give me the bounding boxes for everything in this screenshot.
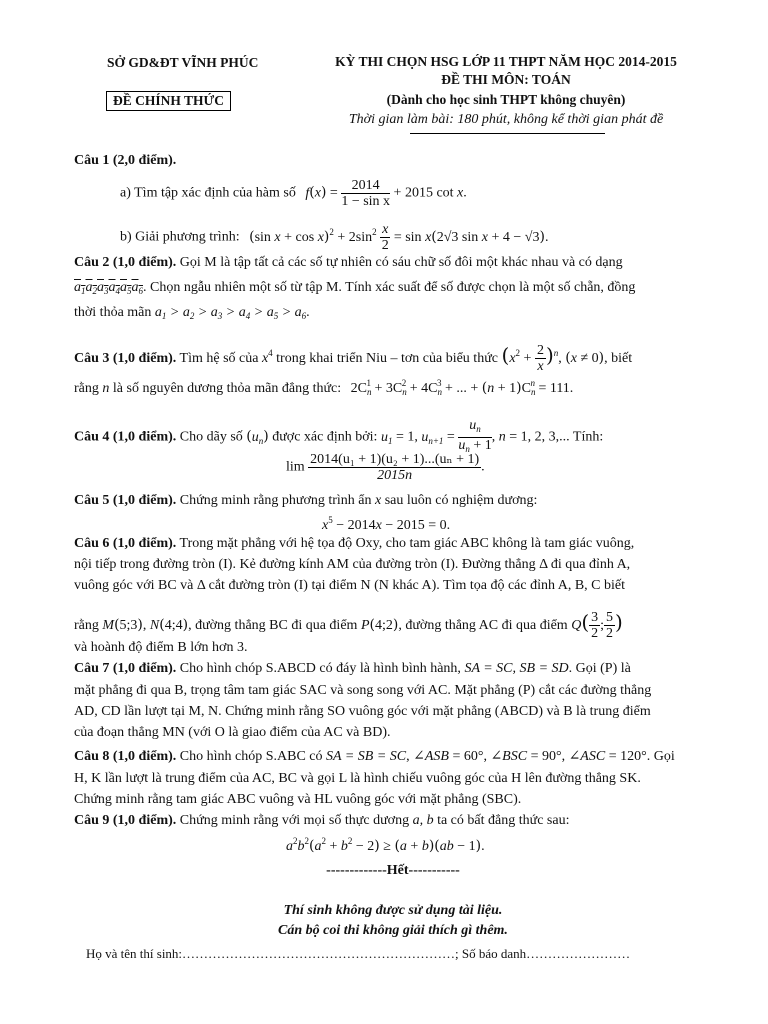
q3-text-2: rằng <box>74 381 99 396</box>
q5-text-2: sau luôn có nghiệm dương: <box>384 493 538 508</box>
q9-inequality: $a^2b^2(a^2 + b^2 - 2) \ge (a + b)(ab - 1)$. <box>286 836 485 854</box>
end-marker: -------------Hết----------- <box>326 863 460 878</box>
q4-text-1: Cho dãy số <box>179 429 243 445</box>
q7-text-1a: Cho hình chóp S.ABCD có đáy là hình bình hành, <box>179 661 461 676</box>
q3-expression: ($x^2$ + $\frac{2}{x}$ )$^n$ <box>501 343 559 375</box>
q8-text-3: Chứng minh rằng tam giác ABC vuông và HL vuông góc với mặt phẳng (SBC). <box>74 792 522 807</box>
q4-tail: Tính: <box>572 429 604 445</box>
q4-lim-num: 2014(u₁ + 1)(u₂ + 1)...(uₙ + 1) <box>310 452 480 467</box>
q1-fraction <box>341 178 390 209</box>
q1-a-formula: f <box>305 185 310 201</box>
q6-text-3: vuông góc với BC và Δ cắt đường tròn (I) tại điểm N (N khác A). Tìm tọa độ các đỉnh A, B, C biết <box>74 578 625 593</box>
q8-condition: SA = SB = SC <box>326 749 407 764</box>
q3-line-2: rằng n là số nguyên dương thỏa mãn đẳng thức: $2C_n^1 + 3C_n^2 + 4C_n^3$ + ... + $(n + 1)C_n^n = 111$. <box>74 378 574 397</box>
q1-frac-den: 1 − sin x <box>341 194 391 209</box>
q2-text-2: . Chọn ngẫu nhiên một số từ tập M. Tính xác suất để số được chọn là một số chẵn, đồng <box>143 280 636 295</box>
q7-text-2: mặt phẳng đi qua B, trọng tâm tam giác SAC và song song với AC. Mặt phẳng (P) cắt các đường thẳng <box>74 683 652 698</box>
q8-label: Câu 8 (1,0 điểm). <box>74 749 177 764</box>
q7-text-1b: . Gọi (P) là <box>568 661 631 676</box>
q2-number-form: $a_1a_2a_3a_4a_5a_6$ <box>74 280 143 296</box>
q6-text-5: và hoành độ điểm B lớn hơn 3. <box>74 640 248 655</box>
q7-line-1 <box>74 661 631 677</box>
q1-b-formula: (sin $x + \cos x)^2 + 2\sin^2$ $\frac{x}{2}$ = sin x(2√3 sin x + 4 − √3). <box>249 222 549 253</box>
q2-line-2 <box>74 280 635 296</box>
q6-line-1 <box>74 536 634 552</box>
header-underline <box>410 133 605 134</box>
q5-line-1: Câu 5 (1,0 điểm). Chứng minh rằng phương trình ẩn x sau luôn có nghiệm dương: <box>74 493 538 508</box>
q4-limit: lim $\frac{\text{2014(u₁ + 1)(u₂ + 1)...(uₙ + 1)}}{2015n}$ . <box>286 452 485 483</box>
q4-recurrence: $u_1$ <box>380 429 393 446</box>
q6-text-4a: rằng <box>74 618 99 633</box>
q9-text: Chứng minh rằng với mọi số thực dương <box>179 813 410 828</box>
q1-frac-num: 2014 <box>341 178 390 194</box>
q4-line-1: Câu 4 (1,0 điểm). Cho dãy số $(u_n)$ được xác định bởi: $u_1 = 1$, $u_{n+1}$ = $\frac{u_n}{u_n + 1}$ , n = 1, 2, 3,... Tính: <box>74 418 604 454</box>
q2-text-1: Gọi M là tập tất cả các số tự nhiên có sáu chữ số đôi một khác nhau và có dạng <box>179 255 623 270</box>
q6-text-1: Trong mặt phẳng với hệ tọa độ Oxy, cho tam giác ABC không là tam giác vuông, <box>179 536 635 551</box>
q3-text-1c: , biết <box>604 351 633 366</box>
q4-label: Câu 4 (1,0 điểm). <box>74 429 177 445</box>
q6-line-4: rằng M(5;3), N(4;4), đường thẳng BC đi qua điểm P(4;2), đường thẳng AC đi qua điểm Q( $\frac{3}{2}$ ; $\frac{5}{2}$ ) <box>74 610 623 642</box>
q4-text-1b: được xác định bởi: <box>272 429 378 445</box>
q3-text-1: Tìm hệ số của <box>179 351 259 366</box>
q8-text-1a: Cho hình chóp S.ABC có <box>179 749 323 764</box>
q2-label: Câu 2 (1,0 điểm). <box>74 255 177 270</box>
candidate-info-line: Họ và tên thí sinh:………………………………………………………; Số báo danh…………………… <box>86 946 631 961</box>
exam-title: KỲ THI CHỌN HSG LỚP 11 THPT NĂM HỌC 2014-2015 <box>335 54 677 69</box>
q3-label: Câu 3 (1,0 điểm). <box>74 351 177 366</box>
q9-text-2: ta có bất đẳng thức sau: <box>437 813 570 828</box>
q9-label: Câu 9 (1,0 điểm). <box>74 813 177 828</box>
q3-text-1b: trong khai triển Niu – tơn của biểu thức <box>276 351 498 366</box>
q8-text-2: H, K lần lượt là trung điểm của AC, BC và gọi L là hình chiếu vuông góc của H lên đường thẳng SK. <box>74 771 641 786</box>
q1-part-a: a) Tìm tập xác định của hàm số f(x) = $\frac{2014}{\text{1 − sin x}}$ + 2015 cot x. <box>120 178 467 209</box>
q2-condition: $a_1 > a_2 > a_3 > a_4 > a_5 > a_6$ <box>154 305 307 321</box>
q6-label: Câu 6 (1,0 điểm). <box>74 536 177 551</box>
exam-time-note: Thời gian làm bài: 180 phút, không kể thời gian phát đề <box>348 112 664 127</box>
q3-identity: $2C_n^1 + 3C_n^2 + 4C_n^3$ + ... + $(n + 1)C_n^n = 111$. <box>350 378 574 397</box>
q7-label: Câu 7 (1,0 điểm). <box>74 661 177 676</box>
q7-text-3: AD, CD lần lượt tại M, N. Chứng minh rằng SO vuông góc với mặt phẳng (ABCD) và B là trung điểm <box>74 704 651 719</box>
q1-part-b <box>120 222 548 253</box>
department-name: SỞ GD&ĐT VĨNH PHÚC <box>107 55 259 70</box>
q7-condition: SA = SC, SB = SD <box>464 661 569 676</box>
q7-text-4: của đoạn thẳng MN (với O là giao điểm của AC và BD). <box>74 725 391 740</box>
q2-line-1 <box>74 255 623 271</box>
q5-text: Chứng minh rằng phương trình ẩn <box>179 493 372 508</box>
q1-label: Câu 1 (2,0 điểm). <box>74 153 177 168</box>
q6-text-2: nội tiếp trong đường tròn (I). Kẻ đường kính AM của đường tròn (I). Đường thẳng Δ đi qua đỉnh A, <box>74 557 631 572</box>
q2-text-3: thời thỏa mãn <box>74 305 152 320</box>
q4-lim-den: 2015n <box>377 468 413 483</box>
official-badge: ĐỀ CHÍNH THỨC <box>106 91 231 111</box>
q8-line-1: Câu 8 (1,0 điểm). Cho hình chóp S.ABC có SA = SB = SC, ∠ASB = 60°, ∠BSC = 90°, ∠ASC = 120°. Gọi <box>74 749 675 764</box>
q5-equation: $x^5 - 2014x - 2015 = 0$. <box>322 515 451 533</box>
q3-line-1: Câu 3 (1,0 điểm). Tìm hệ số của $x^4$ trong khai triển Niu – tơn của biểu thức ($x^2$ + $\frac{2}{x}$ )$^n$, (x ≠ 0), biết <box>74 343 633 375</box>
q6-text-4b: , đường thẳng BC đi qua điểm <box>188 618 358 633</box>
exam-audience: (Dành cho học sinh THPT không chuyên) <box>386 92 626 107</box>
note-no-explanation: Cán bộ coi thi không giải thích gì thêm. <box>278 923 508 938</box>
note-no-materials: Thí sinh không được sử dụng tài liệu. <box>283 903 503 918</box>
q5-label: Câu 5 (1,0 điểm). <box>74 493 177 508</box>
q6-text-4c: , đường thẳng AC đi qua điểm <box>398 618 568 633</box>
q9-line-1: Câu 9 (1,0 điểm). Chứng minh rằng với mọi số thực dương a, b ta có bất đẳng thức sau: <box>74 813 570 828</box>
q8-text-1b: . Gọi <box>646 749 675 764</box>
q3-text-2b: là số nguyên dương thỏa mãn đẳng thức: <box>112 381 342 396</box>
exam-subject: ĐỀ THI MÔN: TOÁN <box>441 72 571 87</box>
q1-a-text: a) Tìm tập xác định của hàm số <box>120 185 296 201</box>
q2-line-3: thời thỏa mãn $a_1 > a_2 > a_3 > a_4 > a_5 > a_6$. <box>74 305 310 321</box>
q1-b-text: b) Giải phương trình: <box>120 229 240 245</box>
